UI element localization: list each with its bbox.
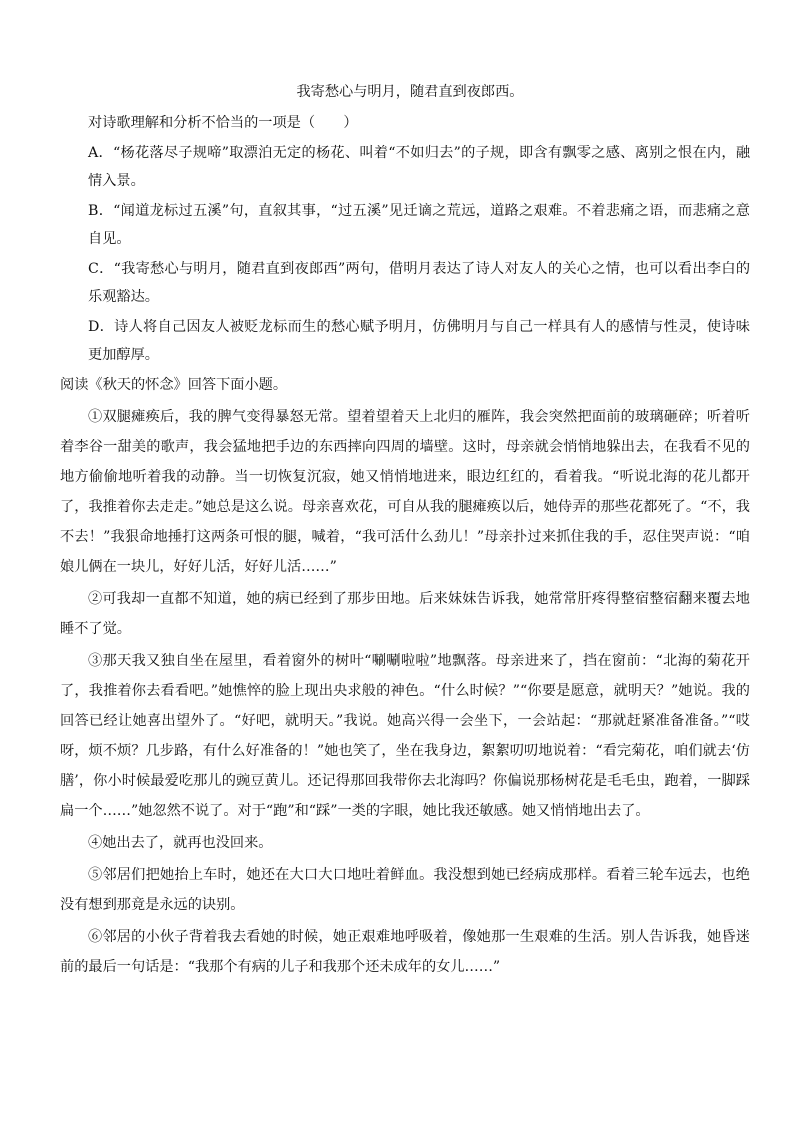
option-b-text: “闻道龙标过五溪”句，直叙其事，“过五溪”见迁谪之荒远，道路之艰难。不着悲痛之语，而悲痛之意自见。 — [88, 203, 750, 247]
option-b-label: B． — [88, 203, 114, 219]
paragraph-3: ③那天我又独自坐在屋里，看着窗外的树叶“唰唰啦啦”地飘落。母亲进来了，挡在窗前：“北海的菊花开了，我推着你去看看吧。”她憔悴的脸上现出央求般的神色。“什么时候？”“你要是愿意，就明天？”她说。我的回答已经让她喜出望外了。“好吧，就明天。”我说。她高兴得一会坐下，一会站起：“那就赶紧准备准备。”“哎呀，烦不烦？几步路，有什么好准备的！”她也笑了，坐在我身边，絮絮叨叨地说着：“看完菊花，咱们就去‘仿膳’，你小时候最爱吃那儿的豌豆黄儿。还记得那回我带你去北海吗？你偏说那杨树花是毛毛虫，跑着，一脚踩扁一个……”她忽然不说了。对于“跑”和“踩”一类的字眼，她比我还敏感。她又悄悄地出去了。 — [60, 653, 750, 819]
paragraph-4: ④她出去了，就再也没回来。 — [88, 835, 273, 851]
question-stem: 对诗歌理解和分析不恰当的一项是（ ） — [88, 115, 358, 131]
option-d-label: D． — [88, 319, 115, 335]
reading-intro: 阅读《秋天的怀念》回答下面小题。 — [60, 377, 288, 393]
paragraph-2: ②可我却一直都不知道，她的病已经到了那步田地。后来妹妹告诉我，她常常肝疼得整宿整宿翻来覆去地睡不了觉。 — [60, 591, 750, 637]
option-b — [88, 197, 750, 253]
option-a — [88, 139, 750, 195]
option-a-label: A． — [88, 145, 113, 161]
option-c — [88, 255, 750, 311]
option-d — [88, 313, 750, 369]
option-c-label: C． — [88, 261, 114, 277]
paragraph-5: ⑤邻居们把她抬上车时，她还在大口大口地吐着鲜血。我没想到她已经病成那样。看着三轮车远去，也绝没有想到那竟是永远的诀别。 — [60, 867, 750, 913]
paragraph-6: ⑥邻居的小伙子背着我去看她的时候，她正艰难地呼吸着，像她那一生艰难的生活。别人告诉我，她昏迷前的最后一句话是：“我那个有病的儿子和我那个还未成年的女儿……” — [60, 929, 750, 975]
paragraph-1: ①双腿瘫痪后，我的脾气变得暴怒无常。望着望着天上北归的雁阵，我会突然把面前的玻璃砸碎；听着听着李谷一甜美的歌声，我会猛地把手边的东西摔向四周的墙壁。这时，母亲就会悄悄地躲出去，在我看不见的地方偷偷地听着我的动静。当一切恢复沉寂，她又悄悄地进来，眼边红红的，看着我。“听说北海的花儿都开了，我推着你去走走。”她总是这么说。母亲喜欢花，可自从我的腿瘫痪以后，她侍弄的那些花都死了。“不，我不去！”我狠命地捶打这两条可恨的腿，喊着，“我可活什么劲儿！”母亲扑过来抓住我的手，忍住哭声说：“咱娘儿俩在一块儿，好好儿活，好好儿活……” — [60, 409, 750, 575]
option-c-text: “我寄愁心与明月，随君直到夜郎西”两句，借明月表达了诗人对友人的关心之情，也可以看出李白的乐观豁达。 — [88, 261, 751, 305]
poem-line: 我寄愁心与明月，随君直到夜郎西。 — [296, 84, 524, 100]
option-d-text: 诗人将自己因友人被贬龙标而生的愁心赋予明月，仿佛明月与自己一样具有人的感情与性灵，使诗味更加醇厚。 — [88, 319, 750, 363]
option-a-text: “杨花落尽子规啼”取漂泊无定的杨花、叫着“不如归去”的子规，即含有飘零之感、离别之恨在内，融情入景。 — [88, 145, 751, 189]
